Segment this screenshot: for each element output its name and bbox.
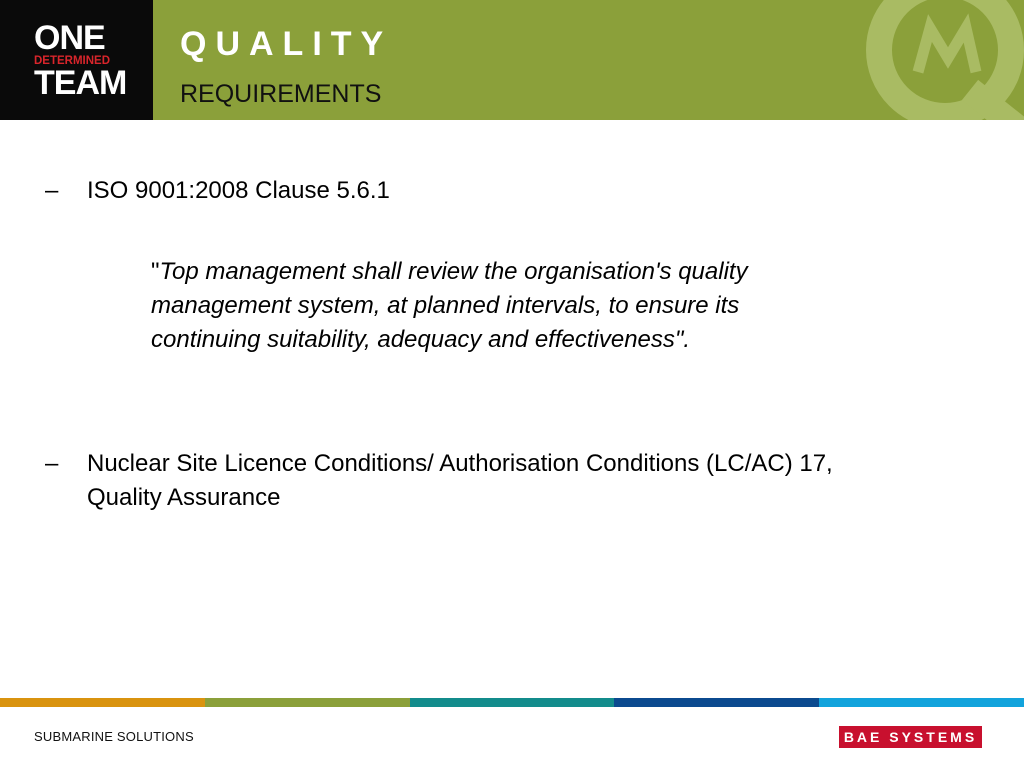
bae-systems-logo: BAE SYSTEMS [839, 726, 982, 748]
stripe-green [205, 698, 410, 707]
quote-line-1 [151, 255, 911, 289]
quote-open-mark: " [151, 258, 160, 285]
bullet-text-line-1: Nuclear Site Licence Conditions/ Authorisation Conditions (LC/AC) 17, [87, 450, 833, 477]
bullet-text: ISO 9001:2008 Clause 5.6.1 [87, 177, 390, 204]
quote-text-1: Top management shall review the organisation's quality [159, 258, 748, 285]
iso-quote [151, 255, 911, 357]
logo-team-text: TEAM [34, 64, 127, 102]
footer-color-stripes [0, 698, 1024, 707]
page-subtitle: REQUIREMENTS [180, 80, 382, 108]
quote-line-2: management system, at planned intervals, to ensure its [151, 292, 740, 319]
stripe-navy [614, 698, 819, 707]
stripe-teal [410, 698, 615, 707]
bullet-dash: – [45, 177, 59, 204]
logo-one-text: ONE [34, 19, 105, 57]
one-team-logo [0, 0, 153, 120]
stripe-blue [819, 698, 1024, 707]
stripe-orange [0, 698, 205, 707]
logo-determined-text: DETERMINED [34, 55, 111, 67]
header-banner [0, 0, 1024, 120]
quote-line-3: continuing suitability, adequacy and effectiveness". [151, 326, 691, 353]
qm-logo-icon [850, 0, 1024, 120]
bullet-dash: – [45, 450, 59, 477]
bullet-text-line-2: Quality Assurance [87, 484, 281, 511]
footer-division-label: SUBMARINE SOLUTIONS [34, 729, 194, 744]
page-title: QUALITY [180, 25, 393, 63]
bullet-text [87, 447, 833, 515]
